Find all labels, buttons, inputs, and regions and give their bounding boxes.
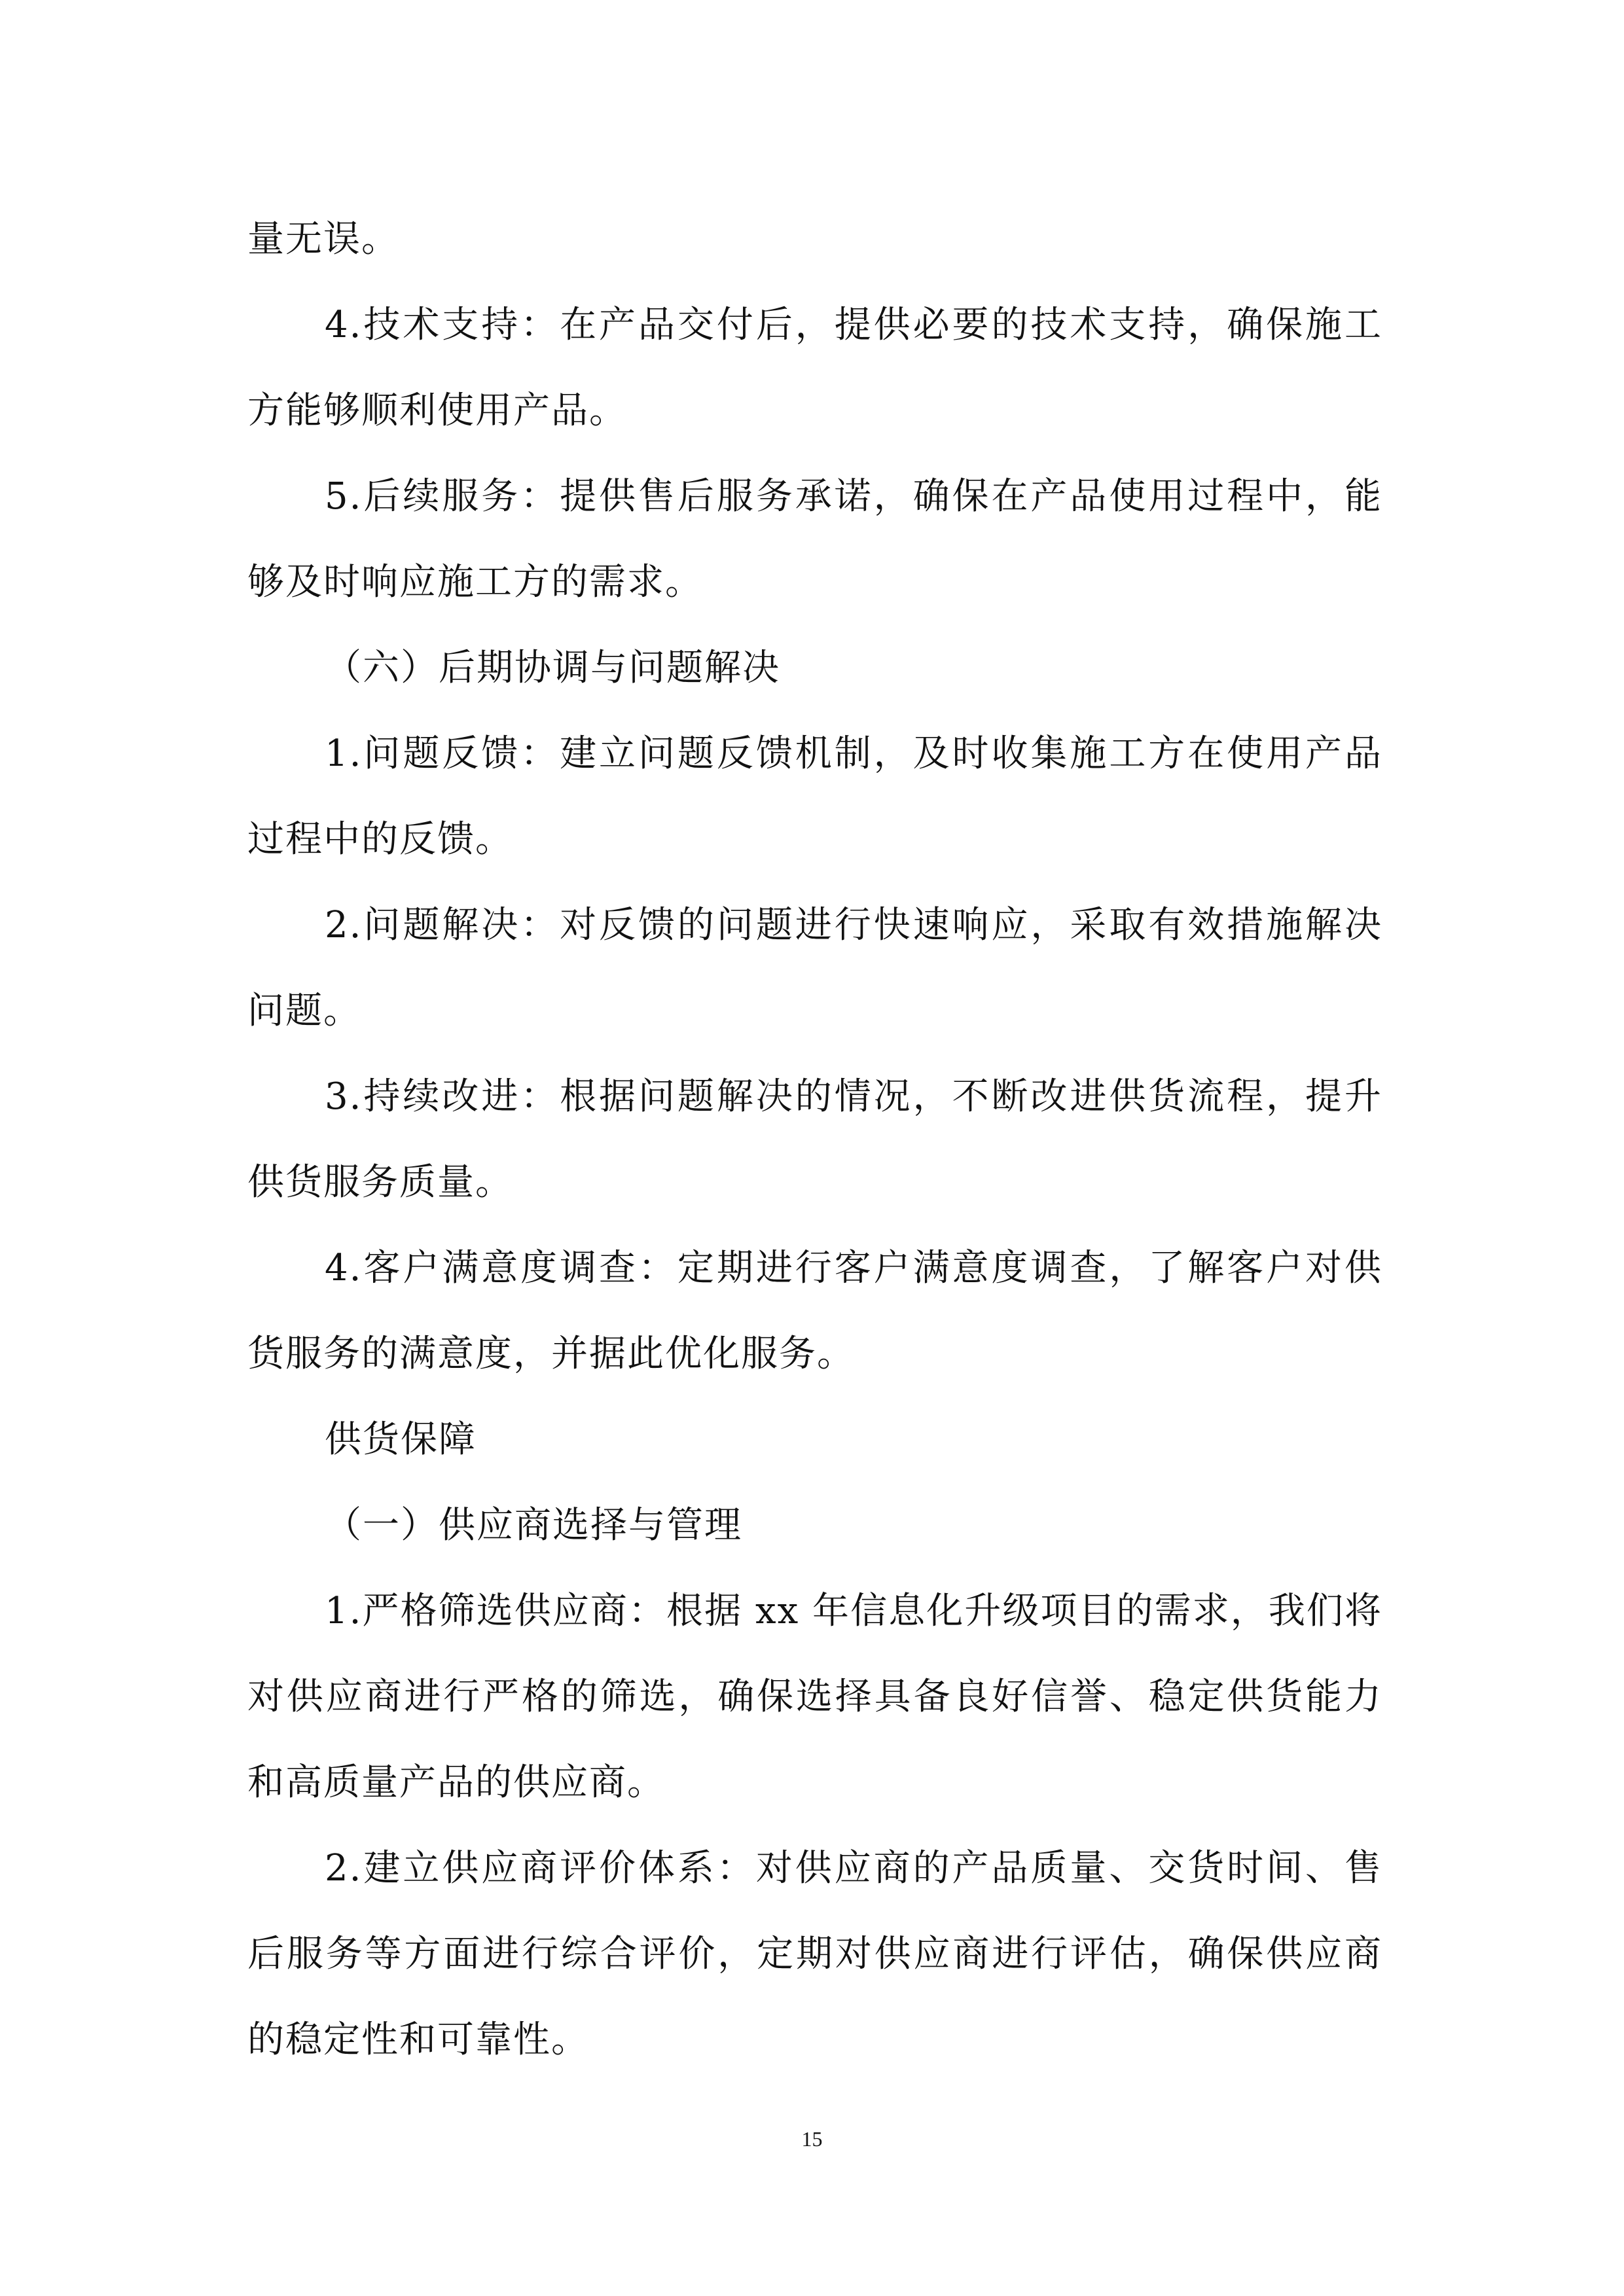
section-heading-supplier-management: （一）供应商选择与管理 bbox=[325, 1504, 742, 1547]
paragraph-follow-up-service: 5.后续服务：提供售后服务承诺，确保在产品使用过程中，能够及时响应施工方的需求。 bbox=[247, 475, 1382, 603]
paragraph-problem-feedback: 1.问题反馈：建立问题反馈机制，及时收集施工方在使用产品过程中的反馈。 bbox=[247, 732, 1382, 861]
paragraph-supplier-screening: 1.严格筛选供应商：根据 xx 年信息化升级项目的需求，我们将对供应商进行严格的筛选，确保选择具备良好信誉、稳定供货能力和高质量产品的供应商。 bbox=[247, 1590, 1382, 1804]
section-heading-coordination: （六）后期协调与问题解决 bbox=[325, 647, 780, 689]
page-number: 15 bbox=[801, 2127, 823, 2151]
paragraph-customer-survey: 4.客户满意度调查：定期进行客户满意度调查，了解客户对供货服务的满意度，并据此优化服务。 bbox=[247, 1247, 1382, 1375]
paragraph-technical-support: 4.技术支持：在产品交付后，提供必要的技术支持，确保施工方能够顺利使用产品。 bbox=[247, 304, 1382, 432]
paragraph-supplier-evaluation: 2.建立供应商评价体系：对供应商的产品质量、交货时间、售后服务等方面进行综合评价，定期对供应商进行评估，确保供应商的稳定性和可靠性。 bbox=[247, 1847, 1382, 2061]
page-body bbox=[247, 196, 1382, 2083]
section-heading-supply-guarantee: 供货保障 bbox=[325, 1418, 477, 1461]
paragraph-problem-solving: 2.问题解决：对反馈的问题进行快速响应，采取有效措施解决问题。 bbox=[247, 904, 1382, 1032]
paragraph-continuation: 量无误。 bbox=[247, 218, 399, 260]
paragraph-continuous-improvement: 3.持续改进：根据问题解决的情况，不断改进供货流程，提升供货服务质量。 bbox=[247, 1075, 1382, 1204]
